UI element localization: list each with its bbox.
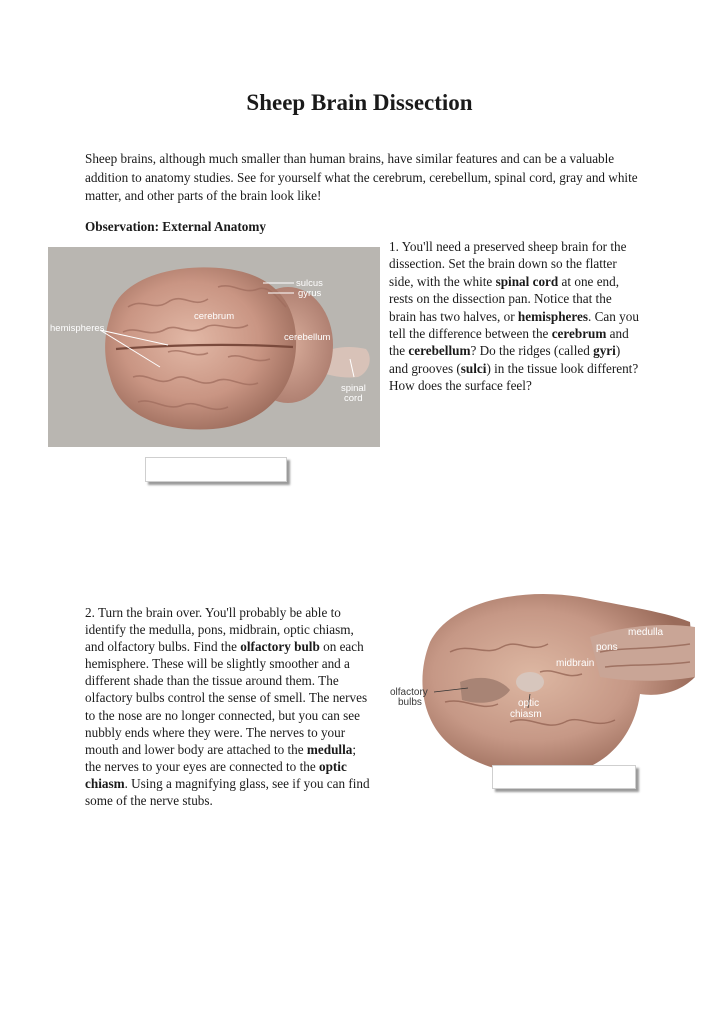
step1-seg: at one end, rests on the dissection pan. Notice that the brain has two halves, or: [389, 273, 620, 324]
term-gyri: gyri: [593, 343, 616, 359]
label-olfactory: olfactory: [390, 687, 428, 698]
page-title: Sheep Brain Dissection: [246, 90, 473, 115]
step2-seg: 2. Turn the brain over. You'll probably be able to identify the medulla, pons, midbrain, optic chiasm, and olfactory bulbs. Find the: [85, 605, 354, 655]
label-hemispheres: hemispheres: [50, 323, 105, 334]
step1-seg: ) in the tissue look different? How does the surface feel?: [389, 360, 639, 394]
label-pons: pons: [596, 642, 618, 653]
brain-bottom-view-image: [390, 582, 700, 782]
figure-caption-box: [492, 765, 636, 789]
label-optic: optic: [518, 698, 540, 709]
step-1-paragraph: [389, 238, 639, 395]
brain-top-view-image: [48, 247, 380, 447]
step1-seg: ) and grooves (: [389, 343, 621, 376]
label-sulcus: sulcus: [296, 278, 323, 289]
step1-seg: . Can you tell the difference between the: [389, 308, 639, 342]
label-cord: cord: [344, 393, 363, 404]
step2-seg: on each hemisphere. These will be slightly smoother and a different shade than the tissue around them. The olfactory bulbs control the sense of smell. The nerves to the nose are no longer connected, but you can see nubbly ends where they were. The nerves to your mouth and lower body are attached to the: [85, 639, 368, 757]
label-spinal: spinal: [341, 383, 366, 394]
term-sulci: sulci: [460, 360, 487, 376]
term-medulla: medulla: [306, 741, 353, 757]
term-optic-chiasm: optic chiasm: [85, 758, 347, 791]
term-spinal-cord: spinal cord: [495, 273, 559, 289]
section-heading: Observation: External Anatomy: [85, 219, 266, 234]
label-bulbs: bulbs: [398, 697, 422, 708]
step2-seg: . Using a magnifying glass, see if you can find some of the nerve stubs.: [85, 775, 370, 809]
label-medulla: medulla: [628, 627, 664, 638]
term-cerebrum: cerebrum: [551, 326, 607, 342]
label-cerebrum: cerebrum: [194, 311, 235, 322]
label-chiasm: chiasm: [510, 709, 542, 720]
label-cerebellum: cerebellum: [284, 332, 331, 343]
intro-paragraph: Sheep brains, although much smaller than human brains, have similar features and can be a valuable addition to anatomy studies. See for yourself what the cerebrum, cerebellum, spinal cord, gray and white matter, and other parts of the brain look like!: [85, 151, 638, 203]
step1-seg: and the: [389, 326, 629, 359]
term-hemispheres: hemispheres: [517, 308, 589, 324]
step1-seg: ? Do the ridges (called: [470, 343, 594, 359]
step2-seg: ; the nerves to your eyes are connected to the: [85, 741, 357, 774]
label-gyrus: gyrus: [298, 288, 322, 299]
label-midbrain: midbrain: [556, 658, 595, 669]
term-olfactory-bulb: olfactory bulb: [240, 639, 320, 655]
figure-caption-box: [145, 457, 287, 482]
term-cerebellum: cerebellum: [408, 343, 471, 359]
step-2-paragraph: [85, 604, 375, 809]
step1-seg: 1. You'll need a preserved sheep brain for the dissection. Set the brain down so the flatter side, with the white: [389, 239, 627, 289]
